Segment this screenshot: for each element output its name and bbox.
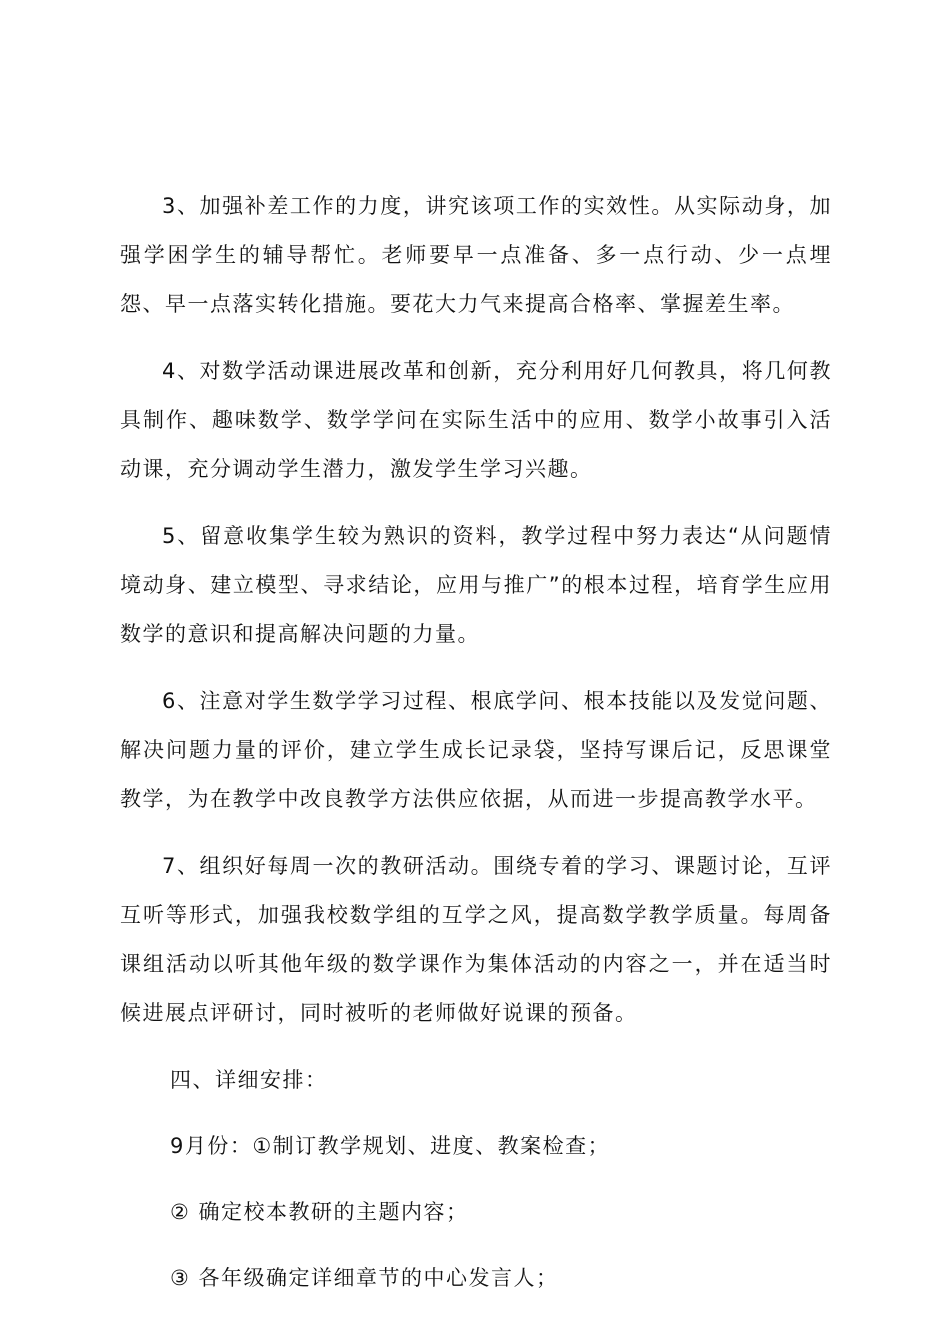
paragraph-item-4: 4、对数学活动课进展改革和创新，充分利用好几何教具，将几何教具制作、趣味数学、数学学问在实际生活中的应用、数学小故事引入活动课，充分调动学生潜力，激发学生学习兴趣。	[120, 359, 832, 481]
section-heading: 四、详细安排：	[170, 1068, 328, 1092]
paragraph-item-7: 7、组织好每周一次的教研活动。围绕专着的学习、课题讨论，互评互听等形式，加强我校数学组的互学之风，提高数学教学质量。每周备课组活动以听其他年级的数学课作为集体活动的内容之一，并在适当时候进展点评研讨，同时被听的老师做好说课的预备。	[120, 854, 832, 1025]
paragraph-item-3: 3、加强补差工作的力度，讲究该项工作的实效性。从实际动身，加强学困学生的辅导帮忙。老师要早一点准备、多一点行动、少一点埋怨、早一点落实转化措施。要花大力气来提高合格率、掌握差生率。	[120, 194, 832, 316]
schedule-line-3: ③ 各年级确定详细章节的中心发言人；	[170, 1266, 559, 1290]
paragraph-item-6: 6、注意对学生数学学习过程、根底学问、根本技能以及发觉问题、解决问题力量的评价，建立学生成长记录袋，坚持写课后记，反思课堂教学，为在教学中改良教学方法供应依据，从而进一步提高教学水平。	[120, 689, 832, 811]
document-body	[120, 182, 832, 1320]
schedule-line-september: 9月份：①制订教学规划、进度、教案检查；	[170, 1134, 611, 1158]
paragraph-item-5: 5、留意收集学生较为熟识的资料，教学过程中努力表达“从问题情境动身、建立模型、寻求结论，应用与推广”的根本过程，培育学生应用数学的意识和提高解决问题的力量。	[120, 524, 832, 646]
schedule-line-2: ② 确定校本教研的主题内容；	[170, 1200, 469, 1224]
